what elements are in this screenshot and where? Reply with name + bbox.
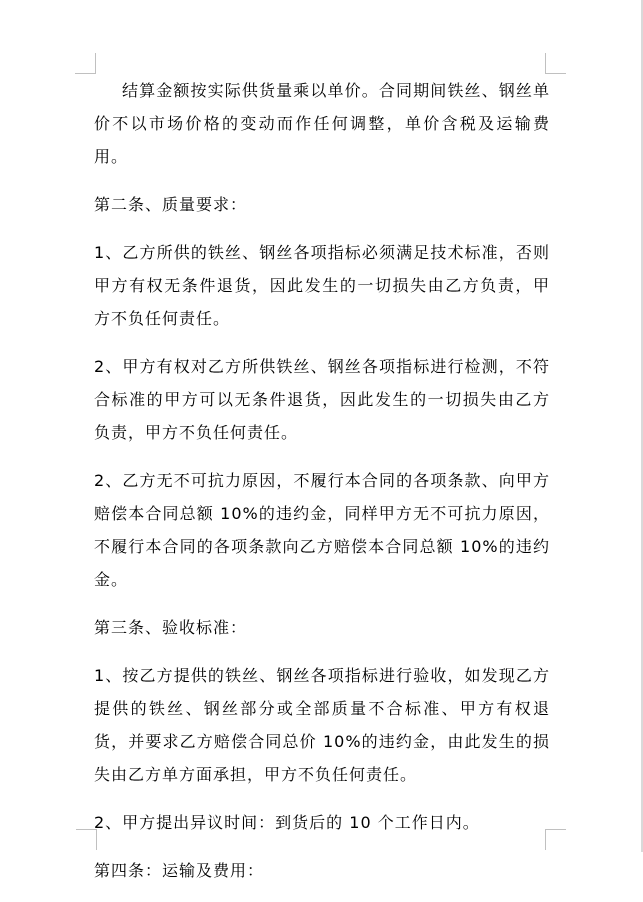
text-boundary-mark-top-right bbox=[545, 53, 566, 74]
heading-article-2-quality[interactable]: 第二条、质量要求： bbox=[94, 195, 248, 214]
heading-article-3-acceptance[interactable]: 第三条、验收标准： bbox=[94, 618, 248, 637]
clause-objection-period[interactable]: 2、甲方提出异议时间：到货后的 10 个工作日内。 bbox=[94, 813, 480, 832]
clause-acceptance-1[interactable]: 1、按乙方提供的铁丝、钢丝各项指标进行验收，如发现乙方提供的铁丝、钢丝部分或全部质量不合标准、甲方有权退货，并要求乙方赔偿合同总价 10%的违约金，由此发生的损失由乙方单方面承担，甲方不负任何责任。 bbox=[94, 666, 550, 784]
paragraph-settlement-terms[interactable]: 结算金额按实际供货量乘以单价。合同期间铁丝、钢丝单价不以市场价格的变动而作任何调整，单价含税及运输费用。 bbox=[94, 81, 550, 166]
clause-quality-1[interactable]: 1、乙方所供的铁丝、钢丝各项指标必须满足技术标准，否则甲方有权无条件退货，因此发生的一切损失由乙方负责，甲方不负任何责任。 bbox=[94, 243, 550, 328]
heading-article-4-transport[interactable]: 第四条：运输及费用： bbox=[94, 861, 265, 880]
text-boundary-mark-top-left bbox=[75, 53, 96, 74]
document-body[interactable] bbox=[94, 74, 550, 902]
clause-quality-2[interactable]: 2、甲方有权对乙方所供铁丝、钢丝各项指标进行检测，不符合标准的甲方可以无条件退货，因此发生的一切损失由乙方负责，甲方不负任何责任。 bbox=[94, 357, 550, 442]
clause-breach-penalty[interactable]: 2、乙方无不可抗力原因，不履行本合同的各项条款、向甲方赔偿本合同总额 10%的违约金，同样甲方无不可抗力原因，不履行本合同的各项条款向乙方赔偿本合同总额 10%的违约金。 bbox=[94, 471, 550, 589]
